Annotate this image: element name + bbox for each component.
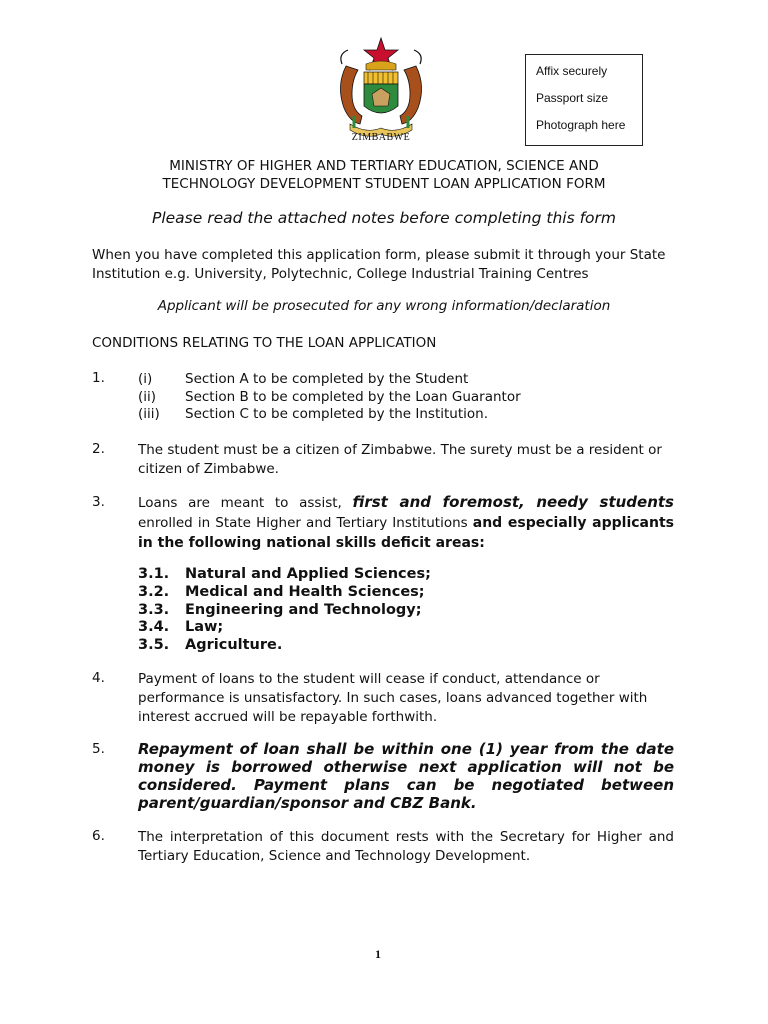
deficit-number: 3.4. [138, 619, 170, 635]
photo-box-line: Photograph here [536, 118, 626, 132]
item-text: The interpretation of this document rests with the Secretary for Higher and Tertiary Education, Science and Technology Development. [138, 829, 674, 864]
section-roman: (iii) [138, 406, 160, 422]
intro-paragraph: When you have completed this application form, please submit it through your State Institution e.g. University, Polytechnic, College Industrial Training Centres [92, 247, 666, 282]
deficit-area: Natural and Applied Sciences; [185, 566, 431, 582]
photo-placeholder-box [525, 54, 643, 146]
coat-of-arms-icon [326, 36, 436, 144]
photo-box-line: Affix securely [536, 64, 608, 78]
title-line: MINISTRY OF HIGHER AND TERTIARY EDUCATION, SCIENCE AND [169, 158, 599, 174]
item-text: The student must be a citizen of Zimbabwe. The surety must be a resident or citizen of Zimbabwe. [138, 442, 662, 477]
deficit-number: 3.5. [138, 637, 170, 653]
item-number: 6. [92, 828, 105, 844]
deficit-area: Medical and Health Sciences; [185, 584, 425, 600]
repayment-notice: Repayment of loan shall be within one (1) year from the date money is borrowed otherwise next application will not be considered. Payment plans can be negotiated between parent/guardian/sponsor and CBZ Bank. [138, 740, 674, 812]
title-line: TECHNOLOGY DEVELOPMENT STUDENT LOAN APPLICATION FORM [162, 176, 606, 192]
emphasis-text: first and foremost, needy students [352, 493, 674, 511]
bold-text: and especially applicants in the following national skills deficit areas: [138, 515, 674, 551]
deficit-number: 3.1. [138, 566, 170, 582]
item-text [138, 492, 674, 553]
item-number: 2. [92, 441, 105, 457]
section-text: Section C to be completed by the Institution. [185, 406, 489, 422]
page-title [92, 157, 676, 193]
read-notes-instruction: Please read the attached notes before completing this form [151, 209, 617, 227]
item-text: Payment of loans to the student will cease if conduct, attendance or performance is unsatisfactory. In such cases, loans advanced together with interest accrued will be repayable forthwith. [138, 671, 648, 725]
section-roman: (ii) [138, 389, 157, 405]
item-number: 1. [92, 370, 105, 386]
deficit-area: Agriculture. [185, 637, 283, 653]
item-text-part: Loans are meant to assist, [138, 495, 353, 511]
item-number: 5. [92, 741, 105, 757]
prosecution-warning: Applicant will be prosecuted for any wrong information/declaration [157, 298, 611, 314]
item-number: 3. [92, 494, 105, 510]
deficit-area: Engineering and Technology; [185, 602, 422, 618]
item-number: 4. [92, 670, 105, 686]
conditions-heading: CONDITIONS RELATING TO THE LOAN APPLICATION [92, 335, 437, 351]
coat-caption: ZIMBABWE [351, 132, 411, 143]
section-text: Section B to be completed by the Loan Guarantor [185, 389, 521, 405]
section-text: Section A to be completed by the Student [185, 371, 469, 387]
deficit-number: 3.3. [138, 602, 170, 618]
section-roman: (i) [138, 371, 153, 387]
page-number: 1 [375, 947, 381, 961]
deficit-area: Law; [185, 619, 224, 635]
photo-box-line: Passport size [536, 91, 609, 105]
deficit-number: 3.2. [138, 584, 170, 600]
item-text-part: enrolled in State Higher and Tertiary Institutions [138, 515, 473, 531]
